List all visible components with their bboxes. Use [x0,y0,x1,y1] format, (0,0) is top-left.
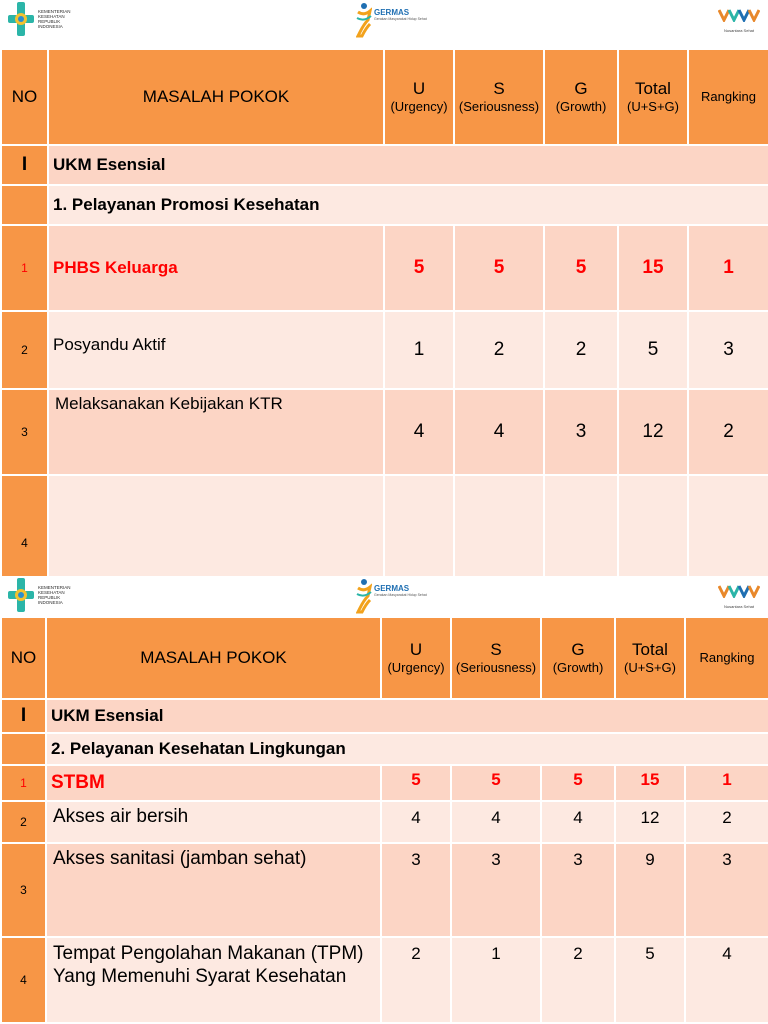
row-g: 4 [541,801,615,843]
row-u: 2 [381,937,451,1023]
kemenkes-logo [8,2,71,36]
row-g: 5 [541,765,615,801]
row-number: 1 [1,765,46,801]
table-row [1,801,768,843]
section-row [1,699,768,733]
germas-title: GERMAS [374,584,410,593]
header-total: Total (U+S+G) [615,617,685,699]
nusantara-sehat-logo [718,8,760,33]
row-rank: 1 [688,225,768,311]
header-seriousness: S (Seriousness) [454,49,544,145]
header-growth: G (Growth) [541,617,615,699]
row-total [618,475,688,576]
table-row [1,389,768,475]
germas-title: GERMAS [374,8,410,17]
row-u: 5 [384,225,454,311]
nusantara-sehat-logo [718,584,760,609]
germas-subtitle: Gerakan Masyarakat Hidup Sehat [374,17,427,21]
logo-bar [0,0,768,44]
subsection-title: 2. Pelayanan Kesehatan Lingkungan [46,733,768,765]
row-total: 5 [618,311,688,389]
section-title: UKM Esensial [46,699,768,733]
germas-figure-icon [356,2,372,38]
header-masalah-pokok: MASALAH POKOK [48,49,384,145]
kemenkes-logo [8,578,71,612]
row-u: 1 [384,311,454,389]
row-rank: 4 [685,937,768,1023]
header-urgency: U (Urgency) [381,617,451,699]
header-rangking: Rangking [688,49,768,145]
header-total: Total (U+S+G) [618,49,688,145]
row-s: 5 [454,225,544,311]
usg-table-1 [0,48,768,576]
nusantara-sehat-icon [718,584,760,598]
table-row [1,475,768,576]
header-rangking: Rangking [685,617,768,699]
table-row [1,311,768,389]
row-g: 2 [541,937,615,1023]
row-total: 12 [615,801,685,843]
section-row [1,145,768,185]
subsection-row [1,185,768,225]
row-u: 5 [381,765,451,801]
row-s: 3 [451,843,541,937]
subsection-title: 1. Pelayanan Promosi Kesehatan [48,185,768,225]
row-u: 4 [384,389,454,475]
row-u: 3 [381,843,451,937]
row-number: 3 [1,389,48,475]
header-no: NO [1,617,46,699]
row-rank: 1 [685,765,768,801]
header-seriousness: S (Seriousness) [451,617,541,699]
section-title: UKM Esensial [48,145,768,185]
header-no: NO [1,49,48,145]
nusantara-sehat-text: Nusantara Sehat [723,604,755,609]
row-number: 2 [1,311,48,389]
row-s: 4 [451,801,541,843]
germas-logo [356,2,427,38]
row-s: 5 [451,765,541,801]
section-number: I [1,699,46,733]
kemenkes-emblem-icon [8,578,34,612]
kemenkes-logo-text: KEMENTERIAN KESEHATAN REPUBLIK INDONESIA [38,9,71,29]
row-rank: 3 [685,843,768,937]
row-s: 1 [451,937,541,1023]
row-number: 1 [1,225,48,311]
row-g: 3 [541,843,615,937]
subsection-number-cell [1,733,46,765]
row-total: 15 [615,765,685,801]
header-masalah-pokok: MASALAH POKOK [46,617,381,699]
row-number: 2 [1,801,46,843]
row-total: 9 [615,843,685,937]
row-masalah: Melaksanakan Kebijakan KTR [48,389,384,475]
row-rank: 2 [685,801,768,843]
section-number: I [1,145,48,185]
row-g [544,475,618,576]
table-row [1,843,768,937]
germas-logo [356,578,427,614]
row-rank: 3 [688,311,768,389]
row-masalah: Tempat Pengolahan Makanan (TPM) Yang Memenuhi Syarat Kesehatan [46,937,381,1023]
row-number: 4 [1,475,48,576]
row-s [454,475,544,576]
table-row [1,225,768,311]
row-s: 2 [454,311,544,389]
row-number: 3 [1,843,46,937]
table-row [1,765,768,801]
row-g: 5 [544,225,618,311]
table-row [1,937,768,1023]
nusantara-sehat-text: Nusantara Sehat [723,28,755,33]
kemenkes-emblem-icon [8,2,34,36]
header-growth: G (Growth) [544,49,618,145]
table-header-row [1,49,768,145]
header-urgency: U (Urgency) [384,49,454,145]
subsection-number-cell [1,185,48,225]
row-total: 5 [615,937,685,1023]
row-u: 4 [381,801,451,843]
logo-bar [0,576,768,618]
nusantara-sehat-icon [718,8,760,22]
row-u [384,475,454,576]
germas-subtitle: Gerakan Masyarakat Hidup Sehat [374,593,427,597]
kemenkes-logo-text: KEMENTERIAN KESEHATAN REPUBLIK INDONESIA [38,585,71,605]
row-rank [688,475,768,576]
usg-table-2 [0,616,768,1024]
row-masalah: Posyandu Aktif [48,311,384,389]
row-masalah: Akses sanitasi (jamban sehat) [46,843,381,937]
row-total: 15 [618,225,688,311]
row-masalah: PHBS Keluarga [48,225,384,311]
germas-figure-icon [356,578,372,614]
row-total: 12 [618,389,688,475]
row-masalah: Akses air bersih [46,801,381,843]
subsection-row [1,733,768,765]
row-masalah [48,475,384,576]
row-rank: 2 [688,389,768,475]
row-masalah: STBM [46,765,381,801]
row-g: 3 [544,389,618,475]
table-header-row [1,617,768,699]
row-g: 2 [544,311,618,389]
row-s: 4 [454,389,544,475]
row-number: 4 [1,937,46,1023]
